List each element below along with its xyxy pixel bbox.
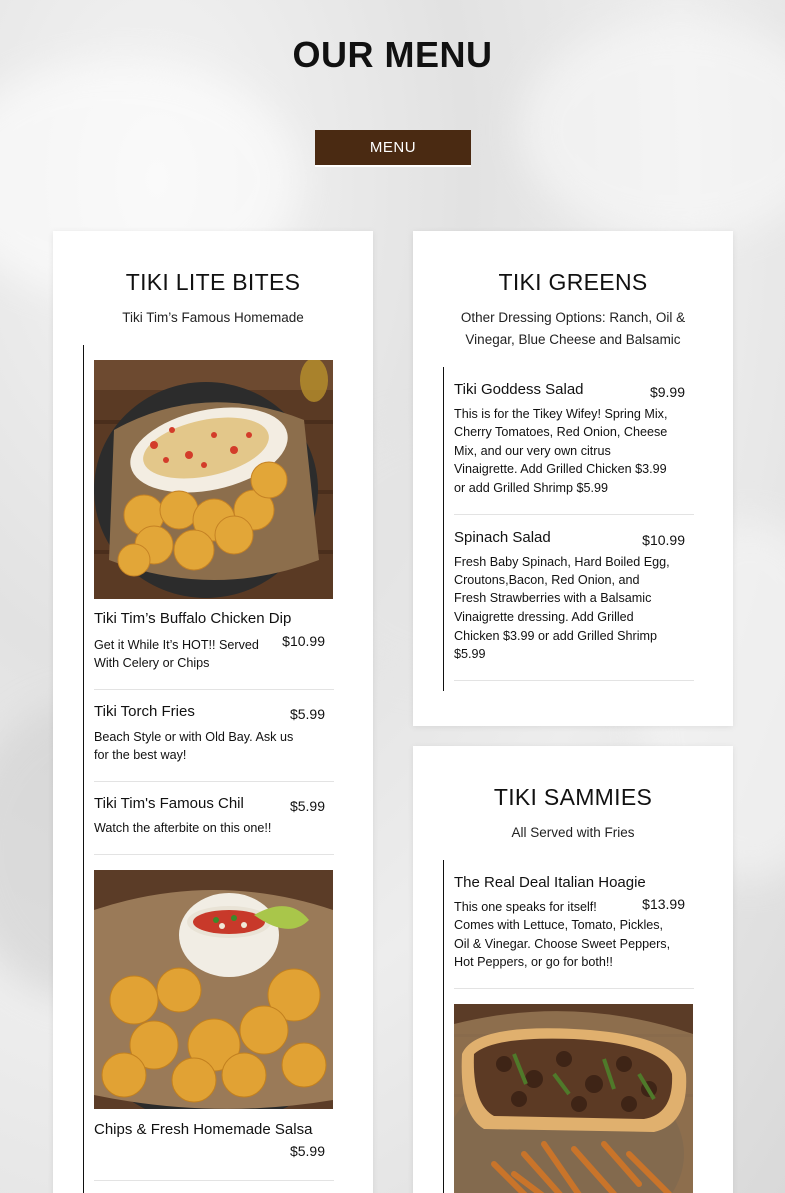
item-description: Cherry Tomatoes, Red Onion, Cheese [454, 425, 668, 439]
item-description: This is for the Tikey Wifey! Spring Mix, [454, 407, 668, 421]
menu-item-list [83, 345, 335, 1193]
menu-item-list [443, 860, 695, 1193]
buffalo-dip-photo [94, 360, 333, 599]
item-name: Spinach Salad [454, 529, 551, 546]
item-description: Beach Style or with Old Bay. Ask us [94, 730, 294, 744]
item-price: $13.99 [642, 896, 685, 912]
item-name: Tiki Tim's Famous Chil [94, 795, 244, 812]
item-name: Tiki Goddess Salad [454, 381, 584, 398]
item-description: Vinaigrette. Add Grilled Chicken $3.99 [454, 462, 667, 476]
item-description: Get it While It’s HOT!! Served [94, 638, 259, 652]
lite-bites-card [53, 231, 373, 1193]
item-description: Oil & Vinegar. Choose Sweet Peppers, [454, 937, 671, 951]
item-price: $5.99 [289, 798, 325, 814]
sammies-card [413, 746, 733, 1193]
menu-button[interactable]: MENU [315, 130, 471, 165]
item-description: Mix, and our very own citrus [454, 444, 611, 458]
divider [94, 781, 334, 782]
hoagie-photo [454, 1004, 693, 1193]
item-description: $5.99 [454, 647, 486, 661]
divider [94, 1180, 334, 1181]
item-price: $10.99 [282, 633, 325, 649]
section-subtitle: Tiki Tim’s Famous Homemade [122, 310, 304, 325]
greens-card [413, 231, 733, 726]
item-price: $10.99 [642, 532, 685, 548]
item-description: or add Grilled Shrimp $5.99 [454, 481, 609, 495]
item-name: Tiki Tim’s Buffalo Chicken Dip [94, 610, 292, 627]
item-description: Chicken $3.99 or add Grilled Shrimp [454, 629, 658, 643]
chips-salsa-photo [94, 870, 333, 1109]
item-description: Comes with Lettuce, Tomato, Pickles, [454, 918, 664, 932]
item-description: With Celery or Chips [94, 656, 210, 670]
divider [454, 514, 694, 515]
divider [94, 689, 334, 690]
section-title: TIKI GREENS [498, 269, 648, 295]
item-description: for the best way! [94, 748, 187, 762]
divider [454, 988, 694, 989]
section-subtitle: Vinegar, Blue Cheese and Balsamic [465, 332, 681, 347]
section-title: TIKI SAMMIES [493, 784, 653, 810]
item-description: Fresh Strawberries with a Balsamic [454, 591, 652, 605]
section-subtitle: All Served with Fries [511, 825, 635, 840]
menu-item-list [443, 367, 695, 691]
item-description: This one speaks for itself! [454, 900, 597, 914]
item-price: $5.99 [289, 1143, 325, 1159]
item-price: $5.99 [289, 706, 325, 722]
divider [94, 854, 334, 855]
item-name: Tiki Torch Fries [94, 703, 195, 720]
page-title: OUR MENU [292, 34, 493, 75]
item-description: Hot Peppers, or go for both!! [454, 955, 613, 969]
item-description: Vinaigrette dressing. Add Grilled [454, 610, 634, 624]
item-description: Fresh Baby Spinach, Hard Boiled Egg, [454, 555, 670, 569]
divider [454, 680, 694, 681]
section-subtitle: Other Dressing Options: Ranch, Oil & [460, 310, 686, 325]
section-title: TIKI LITE BITES [125, 269, 301, 295]
item-description: Croutons,Bacon, Red Onion, and [454, 573, 640, 587]
item-name: Chips & Fresh Homemade Salsa [94, 1121, 313, 1138]
item-name: The Real Deal Italian Hoagie [454, 874, 646, 891]
item-description: Watch the afterbite on this one!! [94, 821, 272, 835]
item-price: $9.99 [649, 384, 685, 400]
